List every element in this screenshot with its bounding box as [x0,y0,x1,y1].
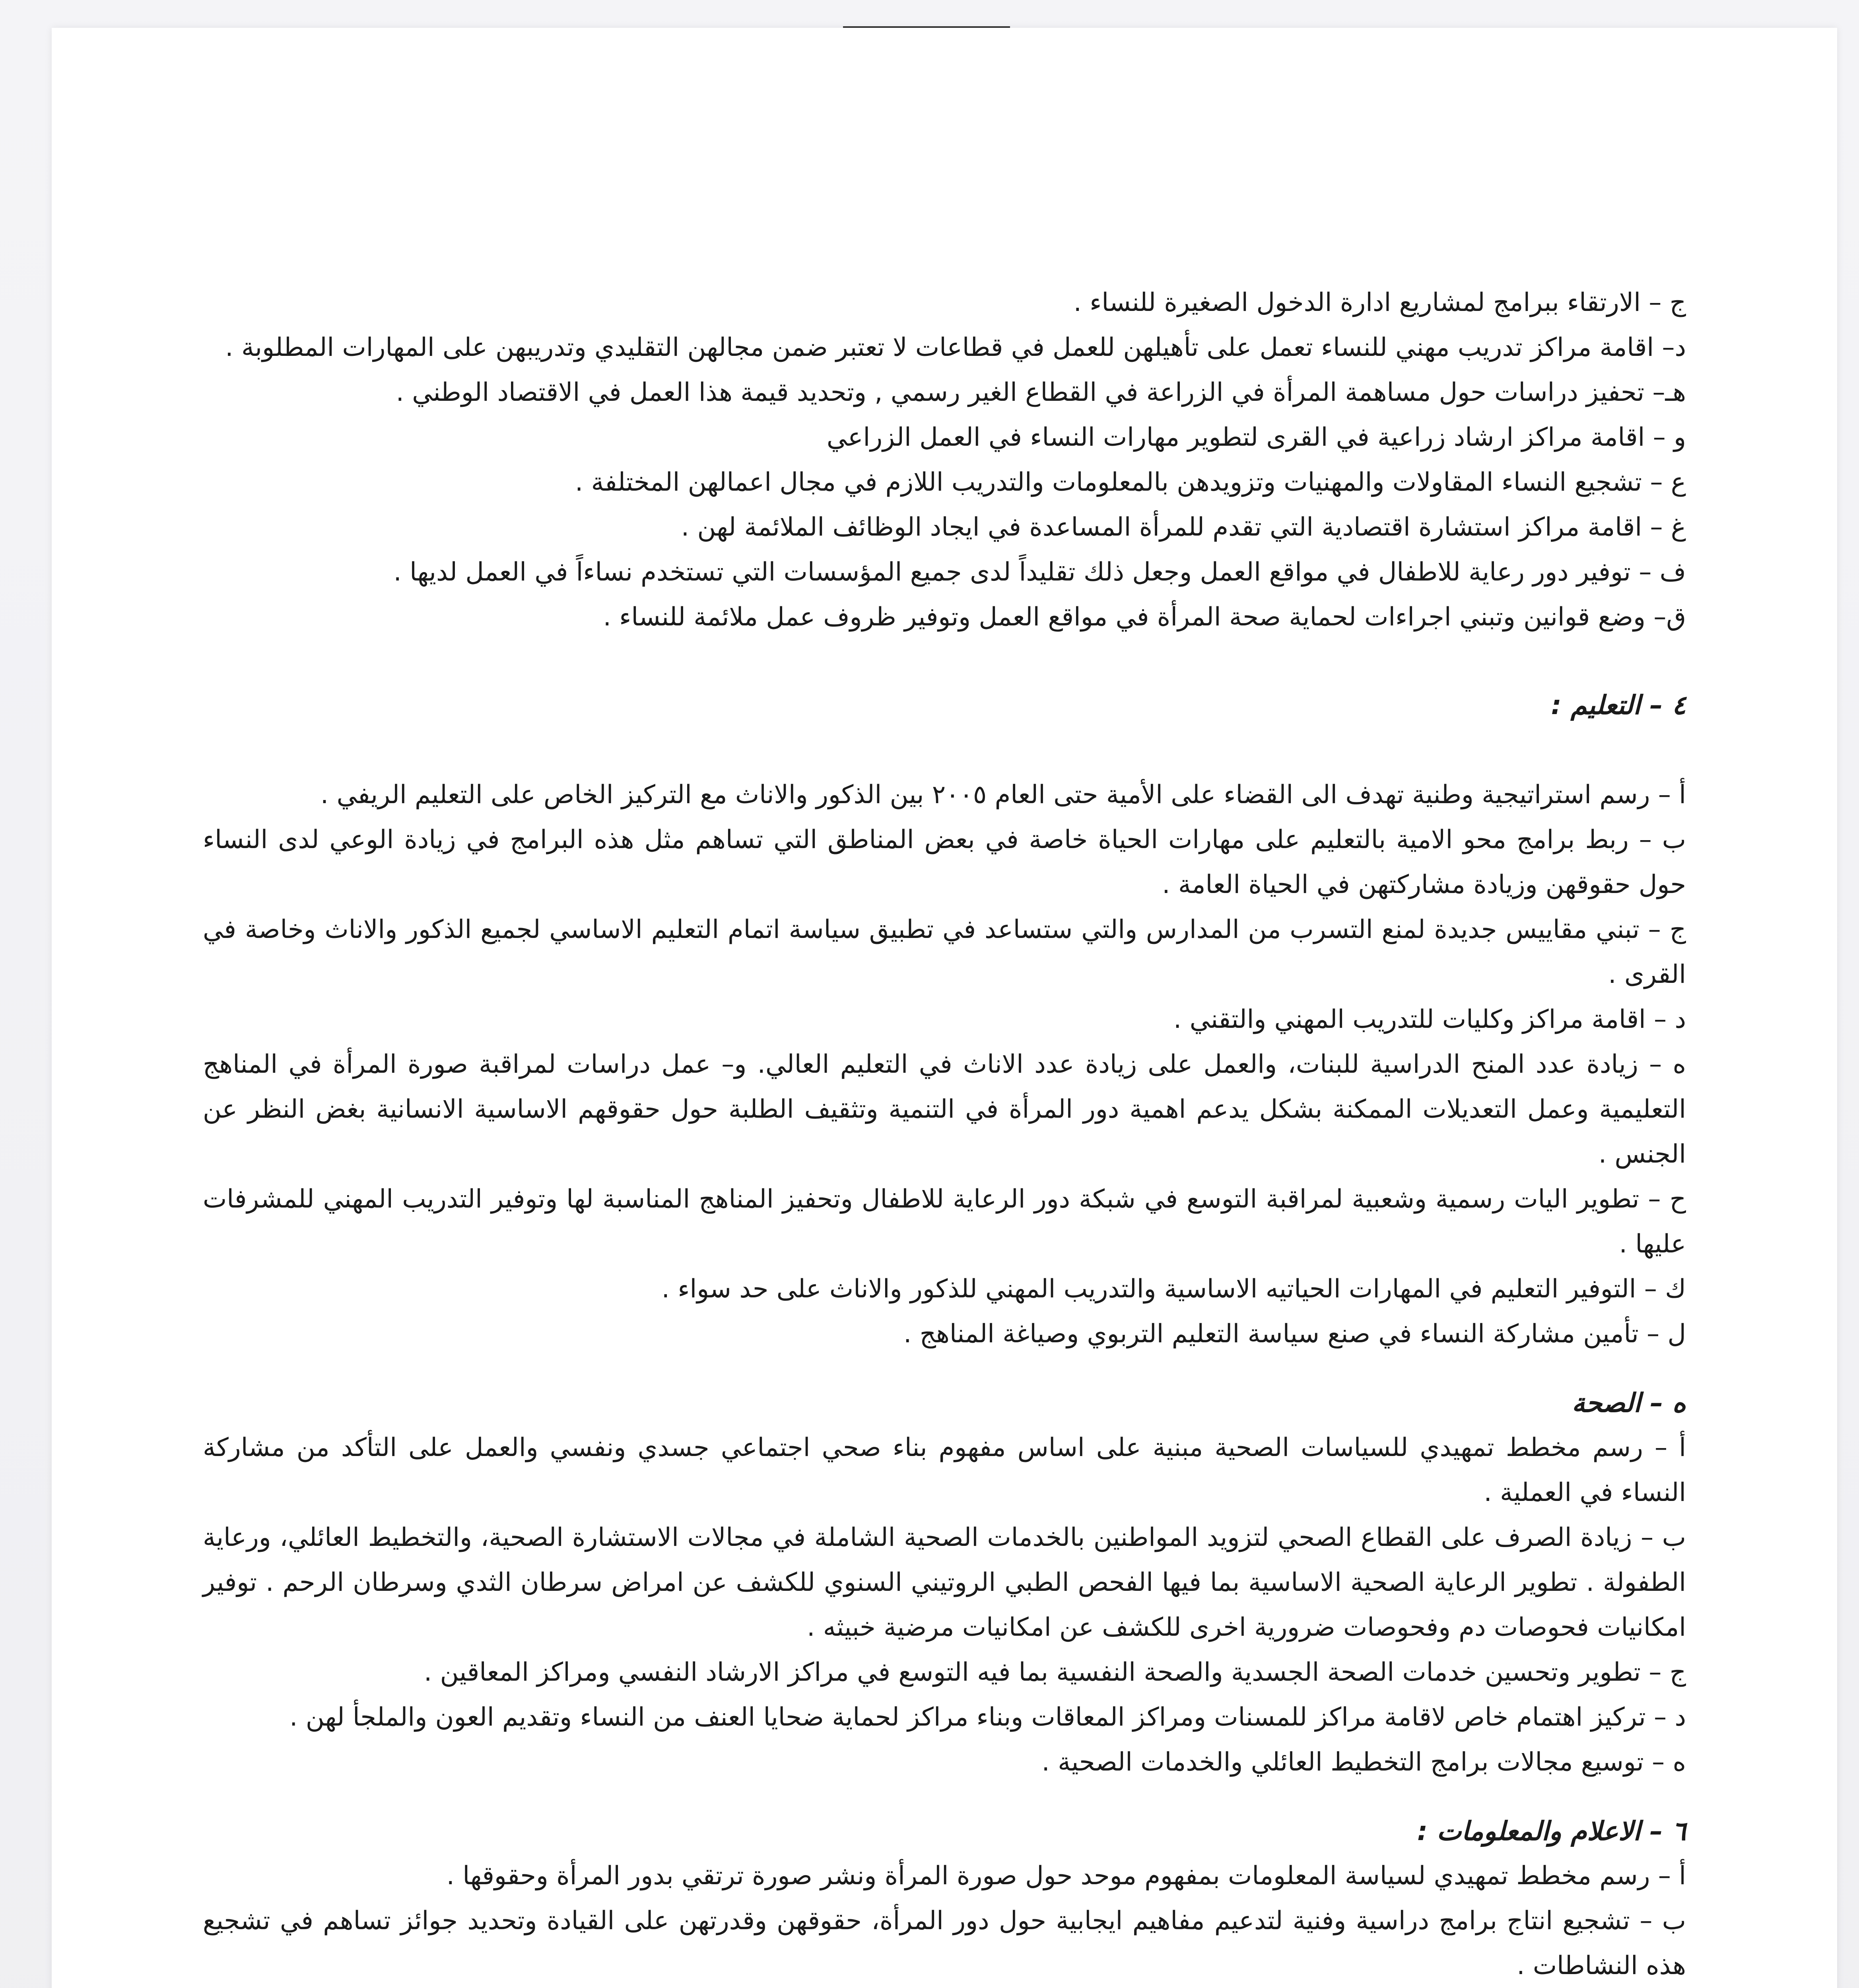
document-body [203,280,1686,1988]
list-item: د– اقامة مراكز تدريب مهني للنساء تعمل على تأهيلهن للعمل في قطاعات لا تعتبر ضمن مجالهن التقليدي وتدريبهن على المهارات المطلوبة . [225,333,1686,362]
list-item: أ – رسم مخطط تمهيدي لسياسة المعلومات بمفهوم موحد حول صورة المرأة ونشر صورة ترتقي بدور المرأة وحقوقها . [446,1861,1686,1891]
list-item: ب – ربط برامج محو الامية بالتعليم على مهارات الحياة خاصة في بعض المناطق التي تساهم مثل هذه البرامج في زيادة الوعي لدى النساء حول حقوقهن وزيادة مشاركتهن في الحياة العامة . [203,825,1686,899]
list-item: ك – التوفير التعليم في المهارات الحياتيه الاساسية والتدريب المهني للذكور والاناث على حد سواء . [661,1274,1686,1304]
list-item: ب – تشجيع انتاج برامج دراسية وفنية لتدعيم مفاهيم ايجابية حول دور المرأة، حقوقهن وقدرتهن على القيادة وتحديد جوائز تساهم في تشجيع هذه النشاطات . [203,1906,1686,1980]
list-item: ق– وضع قوانين وتبني اجراءات لحماية صحة المرأة في مواقع العمل وتوفير ظروف عمل ملائمة للنساء . [603,602,1686,632]
list-item: د – اقامة مراكز وكليات للتدريب المهني والتقني . [1173,1005,1686,1034]
list-item: أ – رسم مخطط تمهيدي للسياسات الصحية مبنية على اساس مفهوم بناء صحي اجتماعي جسدي ونفسي والعمل على التأكد من مشاركة النساء في العملية . [203,1433,1686,1507]
list-item: ح – تطوير اليات رسمية وشعبية لمراقبة التوسع في شبكة دور الرعاية للاطفال وتحفيز المناهج المناسبة لها وتوفير التدريب المهني للمشرفات عليها . [203,1184,1686,1259]
spacer [203,728,1686,773]
list-item: ل – تأمين مشاركة النساء في صنع سياسة التعليم التربوي وصياغة المناهج . [903,1319,1686,1349]
list-item: ج – الارتقاء ببرامج لمشاريع ادارة الدخول الصغيرة للنساء . [1073,288,1686,317]
spacer [203,1357,1686,1380]
list-item: ه – توسيع مجالات برامج التخطيط العائلي والخدمات الصحية . [1041,1747,1686,1777]
list-item: ع – تشجيع النساء المقاولات والمهنيات وتزويدهن بالمعلومات والتدريب اللازم في مجال اعمالهن المختلفة . [575,468,1686,497]
list-item: هـ– تحفيز دراسات حول مساهمة المرأة في الزراعة في القطاع الغير رسمي , وتحديد قيمة هذا العمل في الاقتصاد الوطني . [396,378,1686,407]
spacer [203,640,1686,683]
section-heading-education: ٤ – التعليم : [1551,690,1686,720]
list-item: د – تركيز اهتمام خاص لاقامة مراكز للمسنات ومراكز المعاقات وبناء مراكز لحماية ضحايا العنف من النساء وتقديم العون والملجأ لهن . [289,1703,1686,1732]
section-heading-health: ه – الصحة [1572,1388,1686,1418]
spacer [203,1785,1686,1809]
section-heading-media: ٦ – الاعلام والمعلومات : [1417,1816,1686,1846]
list-item: أ – رسم استراتيجية وطنية تهدف الى القضاء على الأمية حتى العام ٢٠٠٥ بين الذكور والاناث مع التركيز الخاص على التعليم الريفي . [320,780,1686,810]
list-item: ج – تبني مقاييس جديدة لمنع التسرب من المدارس والتي ستساعد في تطبيق سياسة اتمام التعليم الاساسي لجميع الذكور والاناث وخاصة في القرى . [203,915,1686,989]
list-item: غ – اقامة مراكز استشارة اقتصادية التي تقدم للمرأة المساعدة في ايجاد الوظائف الملائمة لهن . [681,513,1686,542]
list-item: ب – زيادة الصرف على القطاع الصحي لتزويد المواطنين بالخدمات الصحية الشاملة في مجالات الاستشارة الصحية، والتخطيط العائلي، ورعاية الطفولة . تطوير الرعاية الصحية الاساسية بما فيها الفحص الطبي الروتيني السنوي للكشف عن امراض سرطان الثدي وسرطان الرحم . توفير امكانيات فحوصات دم وفحوصات ضرورية اخرى للكشف عن امكانيات مرضية خبيثه . [203,1523,1686,1642]
list-item: ف – توفير دور رعاية للاطفال في مواقع العمل وجعل ذلك تقليداً لدى جميع المؤسسات التي تستخدم نساءاً في العمل لديها . [393,557,1686,587]
list-item: و – اقامة مراكز ارشاد زراعية في القرى لتطوير مهارات النساء في العمل الزراعي [826,423,1686,452]
list-item: ج – تطوير وتحسين خدمات الصحة الجسدية والصحة النفسية بما فيه التوسع في مراكز الارشاد النفسي ومراكز المعاقين . [423,1658,1686,1687]
list-item: ه – زيادة عدد المنح الدراسية للبنات، والعمل على زيادة عدد الاناث في التعليم العالي. و– عمل دراسات لمراقبة صورة المرأة في المناهج التعليمية وعمل التعديلات الممكنة بشكل يدعم اهمية دور المرأة في التنمية وتثقيف الطلبة حول حقوقهم الاساسية الانسانية بغض النظر عن الجنس . [203,1050,1686,1169]
